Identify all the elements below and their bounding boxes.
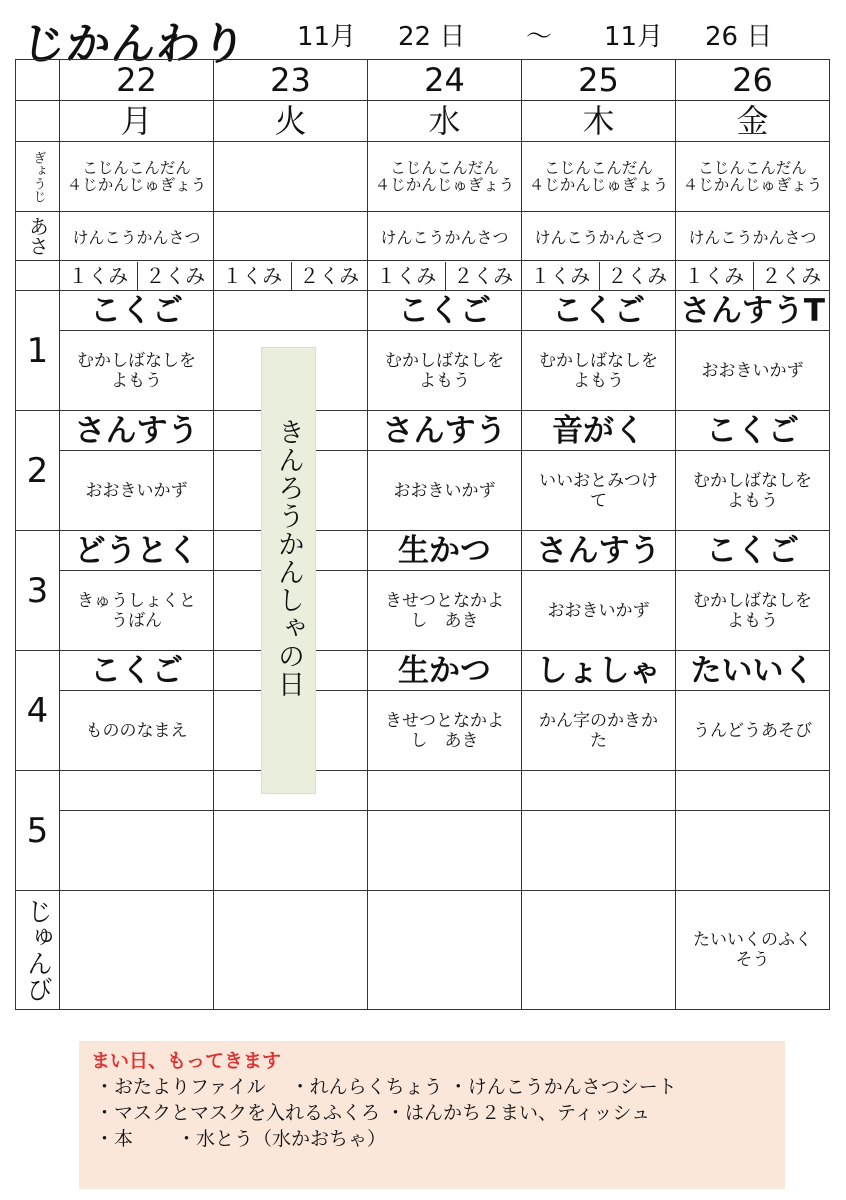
events-label: ぎょうじ <box>30 150 46 203</box>
content-text: うんどうあそび <box>693 720 812 741</box>
content-text: きせつとなかよ し あき <box>385 710 504 751</box>
event-thu <box>522 142 676 212</box>
morning-thu: けんこうかんさつ <box>522 212 676 261</box>
date-tue: 23 <box>214 60 368 101</box>
range-tilde: ～ <box>526 22 553 52</box>
period-1-subject-row <box>16 291 830 331</box>
subject-thu: こくご <box>522 291 676 331</box>
content-thu <box>522 571 676 651</box>
content-wed <box>368 571 522 651</box>
content-text: きゅうしょくと うばん <box>77 590 196 631</box>
content-mon <box>60 811 214 891</box>
start-day: 22 日 <box>398 22 466 52</box>
period-label: 4 <box>16 651 60 771</box>
class-group-cell <box>522 261 676 291</box>
prep-text: たいいくのふく そう <box>693 930 812 970</box>
subject-wed: さんすう <box>368 411 522 451</box>
period-label: 2 <box>16 411 60 531</box>
subject-fri: たいいく <box>676 651 830 691</box>
subject-thu <box>522 771 676 811</box>
class-2: ２くみ <box>753 262 830 290</box>
notice-heading: まい日、もってきます <box>91 1050 282 1072</box>
class-1: １くみ <box>68 263 129 288</box>
page-title: じかんわり <box>18 19 250 70</box>
content-text: いいおとみつけ て <box>539 470 658 511</box>
morning-mon: けんこうかんさつ <box>60 212 214 261</box>
period-4-subject-row <box>16 651 830 691</box>
subject-fri: こくご <box>676 531 830 571</box>
corner-cell <box>16 101 60 142</box>
class-1: １くみ <box>684 263 745 288</box>
subject-mon: どうとく <box>60 531 214 571</box>
timetable <box>15 59 830 1010</box>
class-group-cell <box>368 261 522 291</box>
event-text: こじんこんだん ４じかんじゅぎょう <box>682 158 823 194</box>
event-text: こじんこんだん ４じかんじゅぎょう <box>374 158 515 194</box>
subject-thu: 音がく <box>522 411 676 451</box>
subject-fri: さんすうT <box>676 291 830 331</box>
event-wed <box>368 142 522 212</box>
weekday-thu: 木 <box>522 101 676 142</box>
class-1: １くみ <box>222 263 283 288</box>
subject-wed: こくご <box>368 291 522 331</box>
event-tue <box>214 142 368 212</box>
period-1-content-row <box>16 331 830 411</box>
morning-row <box>16 212 830 261</box>
prep-thu <box>522 891 676 1010</box>
daily-items-notice <box>79 1041 785 1189</box>
period-label: 3 <box>16 531 60 651</box>
subject-mon: さんすう <box>60 411 214 451</box>
events-label-cell <box>16 142 60 212</box>
weekday-row <box>16 101 830 142</box>
date-thu: 25 <box>522 60 676 101</box>
subject-wed <box>368 771 522 811</box>
preparation-label-cell <box>16 891 60 1010</box>
content-text: おおきいかず <box>547 600 650 621</box>
morning-label-cell <box>16 212 60 261</box>
corner-cell <box>16 261 60 291</box>
event-mon <box>60 142 214 212</box>
morning-label: あさ <box>25 216 50 256</box>
period-label: 5 <box>16 771 60 891</box>
morning-tue <box>214 212 368 261</box>
content-wed <box>368 451 522 531</box>
class-2: ２くみ <box>291 262 368 290</box>
period-label: 1 <box>16 291 60 411</box>
morning-fri: けんこうかんさつ <box>676 212 830 261</box>
content-fri <box>676 331 830 411</box>
subject-tue <box>214 291 368 331</box>
content-fri <box>676 811 830 891</box>
date-fri: 26 <box>676 60 830 101</box>
content-wed <box>368 691 522 771</box>
class-1: １くみ <box>530 263 591 288</box>
holiday-banner <box>261 347 316 794</box>
weekday-fri: 金 <box>676 101 830 142</box>
content-text: きせつとなかよ し あき <box>385 590 504 631</box>
prep-fri <box>676 891 830 1010</box>
weekday-wed: 水 <box>368 101 522 142</box>
morning-wed: けんこうかんさつ <box>368 212 522 261</box>
subject-mon <box>60 771 214 811</box>
content-text: おおきいかず <box>393 480 496 501</box>
subject-wed: 生かつ <box>368 531 522 571</box>
period-3-subject-row <box>16 531 830 571</box>
holiday-text: きんろうかんしゃの日 <box>273 418 304 698</box>
content-mon <box>60 691 214 771</box>
subject-thu: さんすう <box>522 531 676 571</box>
content-fri <box>676 691 830 771</box>
event-text: こじんこんだん ４じかんじゅぎょう <box>66 158 207 194</box>
class-2: ２くみ <box>445 262 522 290</box>
content-thu <box>522 811 676 891</box>
content-text: むかしばなしを よもう <box>385 350 504 391</box>
weekday-tue: 火 <box>214 101 368 142</box>
start-month: 11月 <box>297 22 357 52</box>
period-2-content-row <box>16 451 830 531</box>
subject-mon: こくご <box>60 291 214 331</box>
subject-fri: こくご <box>676 411 830 451</box>
notice-line: ・マスクとマスクを入れるふくろ ・はんかち２まい、ティッシュ <box>95 1102 651 1124</box>
content-mon <box>60 331 214 411</box>
content-text: むかしばなしを よもう <box>693 470 812 511</box>
event-fri <box>676 142 830 212</box>
content-text: おおきいかず <box>701 360 804 381</box>
notice-line: ・おたよりファイル ・れんらくちょう ・けんこうかんさつシート <box>95 1076 677 1098</box>
subject-thu: しょしゃ <box>522 651 676 691</box>
period-3-content-row <box>16 571 830 651</box>
class-1: １くみ <box>376 263 437 288</box>
content-text: おおきいかず <box>85 480 188 501</box>
class-2: ２くみ <box>137 262 214 290</box>
notice-line: ・本 ・水とう（水かおちゃ） <box>95 1128 387 1150</box>
content-fri <box>676 571 830 651</box>
content-text: むかしばなしを よもう <box>693 590 812 631</box>
preparation-row <box>16 891 830 1010</box>
content-tue <box>214 811 368 891</box>
end-month: 11月 <box>604 22 664 52</box>
date-row <box>16 60 830 101</box>
subject-wed: 生かつ <box>368 651 522 691</box>
event-text: こじんこんだん ４じかんじゅぎょう <box>528 158 669 194</box>
content-mon <box>60 571 214 651</box>
class-group-cell <box>60 261 214 291</box>
preparation-label: じゅんび <box>22 898 53 1002</box>
end-day: 26 日 <box>705 22 773 52</box>
content-thu <box>522 451 676 531</box>
content-text: もののなまえ <box>85 720 188 741</box>
period-5-content-row <box>16 811 830 891</box>
content-text: むかしばなしを よもう <box>77 350 196 391</box>
content-fri <box>676 451 830 531</box>
class-group-cell <box>676 261 830 291</box>
weekday-mon: 月 <box>60 101 214 142</box>
class-group-row <box>16 261 830 291</box>
corner-cell <box>16 60 60 101</box>
subject-fri <box>676 771 830 811</box>
content-wed <box>368 811 522 891</box>
prep-tue <box>214 891 368 1010</box>
class-2: ２くみ <box>599 262 676 290</box>
prep-wed <box>368 891 522 1010</box>
content-text: むかしばなしを よもう <box>539 350 658 391</box>
subject-mon: こくご <box>60 651 214 691</box>
content-wed <box>368 331 522 411</box>
period-5-subject-row <box>16 771 830 811</box>
period-2-subject-row <box>16 411 830 451</box>
prep-mon <box>60 891 214 1010</box>
content-thu <box>522 691 676 771</box>
content-text: かん字のかきか た <box>539 710 658 751</box>
date-mon: 22 <box>60 60 214 101</box>
period-4-content-row <box>16 691 830 771</box>
class-group-cell <box>214 261 368 291</box>
date-wed: 24 <box>368 60 522 101</box>
content-thu <box>522 331 676 411</box>
content-mon <box>60 451 214 531</box>
events-row <box>16 142 830 212</box>
